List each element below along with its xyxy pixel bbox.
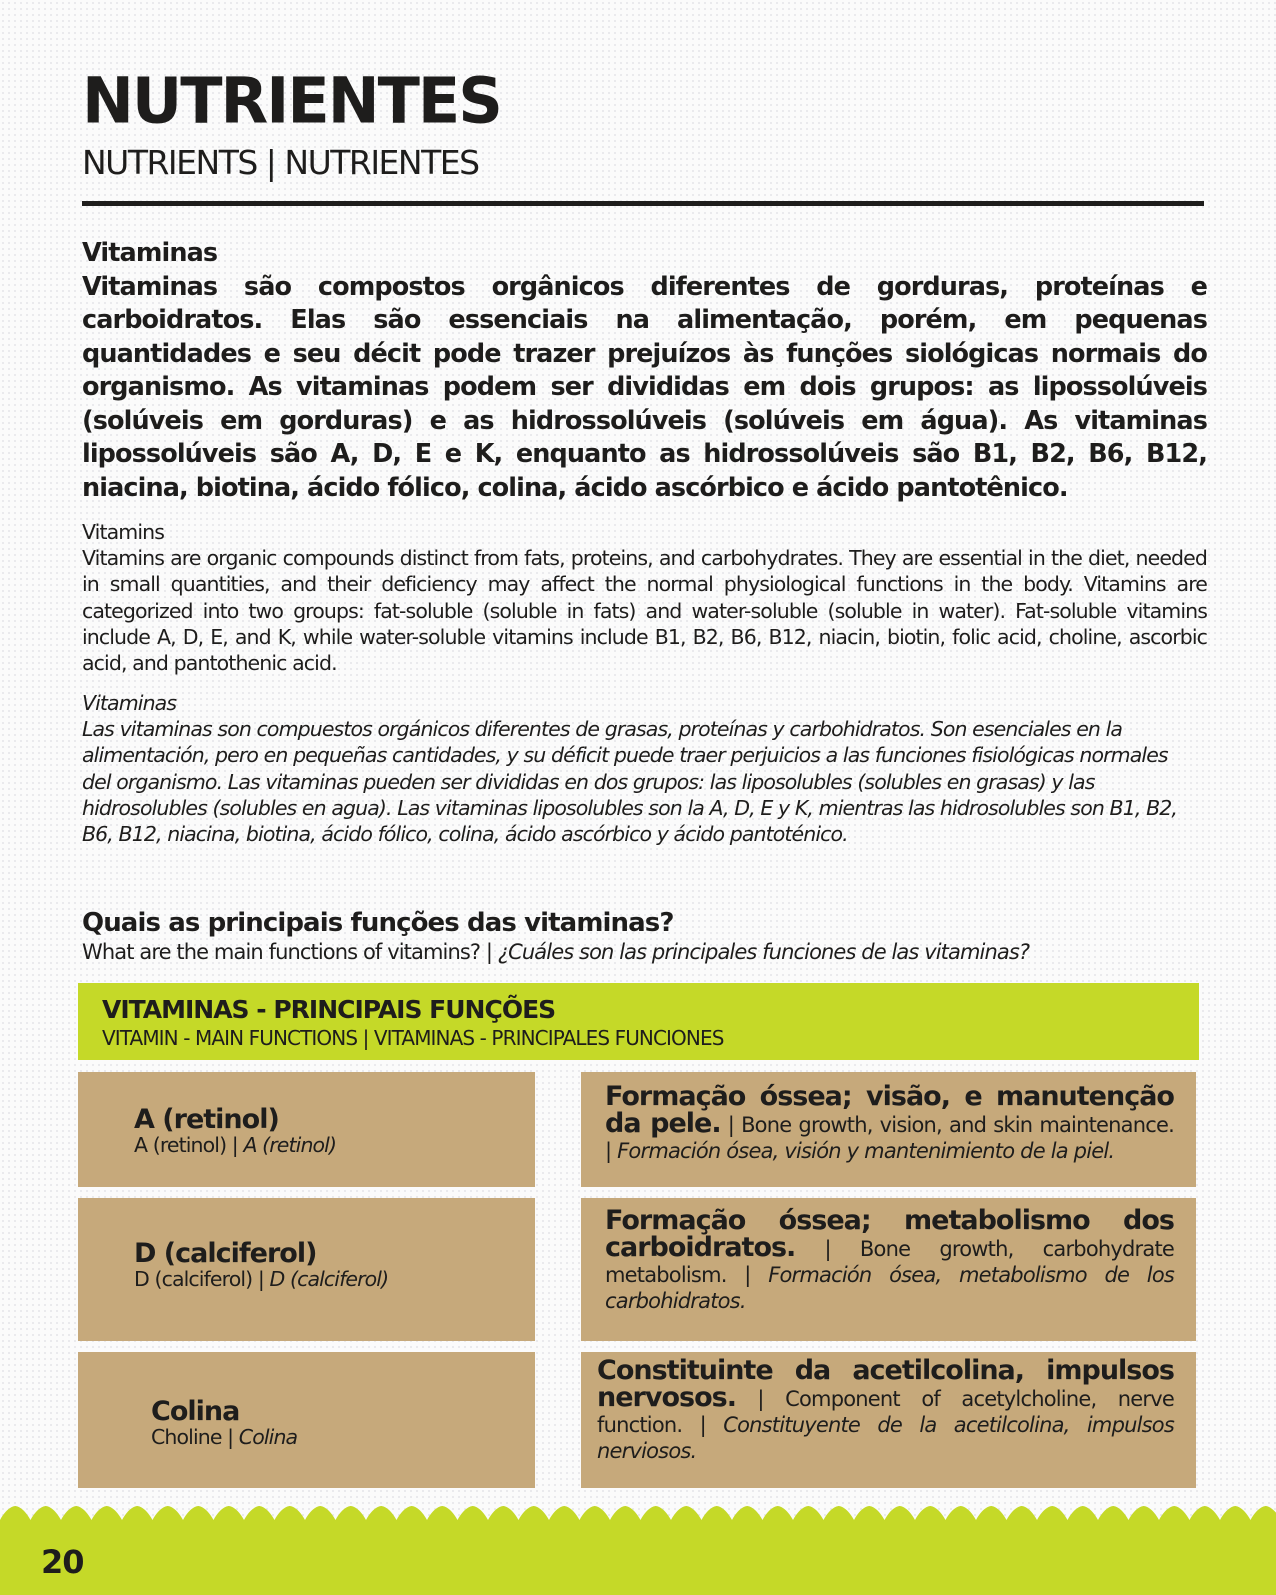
intro-pt-body: Vitaminas são compostos orgânicos diferentes de gorduras, proteínas e carboidratos. Elas são essenciais na alimentação, porém, em pequenas quantidades e seu décit pode trazer prejuízos às funções siológicas normais do organismo. As vitaminas podem ser divididas em dois grupos: as lipossolúveis (solúveis em gorduras) e as hidrossolúveis (solúveis em água). As vitaminas lipossolúveis são A, D, E e K, enquanto as hidrossolúveis são B1, B2, B6, B12, niacina, biotina, ácido fólico, colina, ácido ascórbico e ácido pantotênico. xyxy=(82,271,1207,503)
function-es: Constituyente de la acetilcolina, impulsos nerviosos. xyxy=(597,1413,1174,1463)
vitamin-name-translations xyxy=(134,1268,535,1291)
question-es: ¿Cuáles son las principales funciones de las vitaminas? xyxy=(497,940,1030,964)
vitamin-name-es: Colina xyxy=(238,1425,298,1450)
function-es: Formación ósea, metabolismo de los carbohidratos. xyxy=(605,1263,1175,1313)
intro-en xyxy=(82,519,1207,676)
vitamin-name-en: Choline | xyxy=(151,1425,239,1450)
vitamin-name-en: A (retinol) | xyxy=(134,1133,244,1158)
vitamin-name: A (retinol) xyxy=(134,1104,279,1135)
vitamin-name-es: A (retinol) xyxy=(243,1133,337,1158)
intro-pt xyxy=(82,237,1207,505)
function-en: | Bone growth, carbohydrate metabolism. | xyxy=(605,1237,1174,1287)
vitamin-name-translations xyxy=(151,1426,535,1449)
intro-es xyxy=(82,690,1192,847)
intro-en-body: Vitamins are organic compounds distinct from fats, proteins, and carbohydrates. They are essential in the diet, needed in small quantities, and their deficiency may affect the normal physiological functions in the body. Vitamins are categorized into two groups: fat-soluble (soluble in fats) and water-soluble (soluble in water). Fat-soluble vitamins include A, D, E, and K, while water-soluble vitamins include B1, B2, B6, B12, niacin, biotin, folic acid, choline, ascorbic acid, and pantothenic acid. xyxy=(82,546,1207,676)
vitamin-name-translations xyxy=(134,1134,535,1157)
vitamin-name-es: D (calciferol) xyxy=(269,1267,389,1292)
table-row-choline-function xyxy=(581,1352,1196,1488)
table-title: VITAMINAS - PRINCIPAIS FUNÇÕES xyxy=(102,995,556,1024)
question-en: What are the main functions of vitamins? | xyxy=(82,940,493,964)
intro-es-body: Las vitaminas son compuestos orgánicos diferentes de grasas, proteínas y carbohidratos. Son esenciales en la alimentación, pero en pequeñas cantidades, y su déficit puede traer perjuicios a las funciones fisiológicas normales del organismo. Las vitaminas pueden ser divididas en dos grupos: las liposolubles (solubles en grasas) y las hidrosolubles (solubles en agua). Las vitaminas liposolubles son la A, D, E y K, mientras las hidrosolubles son B1, B2, B6, B12, niacina, biotina, ácido fólico, colina, ácido ascórbico y ácido pantoténico. xyxy=(82,717,1178,847)
function-pt: Formação óssea; metabolismo dos carboidratos. xyxy=(605,1205,1174,1263)
table-banner xyxy=(78,983,1199,1060)
intro-es-heading: Vitaminas xyxy=(82,691,177,715)
section-question: Quais as principais funções das vitaminas? xyxy=(82,908,674,938)
vitamin-name: Colina xyxy=(151,1396,240,1427)
page-number: 20 xyxy=(41,1543,84,1581)
table-row-vitamin-d-function xyxy=(581,1198,1196,1341)
intro-pt-heading: Vitaminas xyxy=(82,238,218,268)
table-row-vitamin-a-name xyxy=(78,1072,535,1187)
function-es: Formación ósea, visión y mantenimiento de la piel. xyxy=(617,1139,1115,1163)
table-row-vitamin-a-function xyxy=(581,1072,1196,1187)
section-question-translations xyxy=(82,942,1029,963)
footer-bar xyxy=(0,1520,1276,1595)
table-row-choline-name xyxy=(78,1352,535,1488)
header-rule xyxy=(82,201,1204,206)
intro-en-heading: Vitamins xyxy=(82,520,165,544)
page-title: NUTRIENTES xyxy=(82,63,501,138)
vitamin-name-en: D (calciferol) | xyxy=(134,1267,270,1292)
function-pt: Formação óssea; visão, e manutenção da pele. xyxy=(605,1081,1174,1139)
table-subtitle: VITAMIN - MAIN FUNCTIONS | VITAMINAS - PRINCIPALES FUNCIONES xyxy=(102,1026,724,1050)
vitamin-name: D (calciferol) xyxy=(134,1238,317,1269)
function-en: | Bone growth, vision, and skin maintenance. | xyxy=(605,1113,1174,1163)
page-subtitle: NUTRIENTS | NUTRIENTES xyxy=(82,143,479,182)
function-en: | Component of acetylcholine, nerve function. | xyxy=(597,1387,1174,1437)
function-pt: Constituinte da acetilcolina, impulsos nervosos. xyxy=(597,1355,1174,1413)
table-row-vitamin-d-name xyxy=(78,1198,535,1341)
